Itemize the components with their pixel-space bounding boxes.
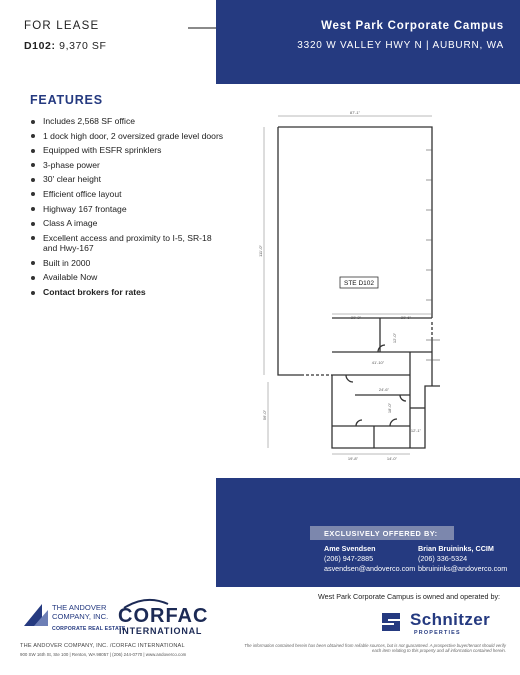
dim-small-a: 12'-1" (410, 428, 422, 433)
feature-item: Excellent access and proximity to I-5, SR-18 and Hwy-167 (30, 233, 228, 254)
corfac-logo-sub: INTERNATIONAL (119, 626, 203, 636)
andover-triangle-logo (22, 602, 50, 628)
dim-office-b: 20'-6" (400, 315, 412, 320)
schnitzer-logo-name: Schnitzer (410, 610, 491, 629)
agent-card (324, 544, 415, 574)
dim-lower-left: 56'-0" (262, 409, 267, 421)
dim-bottom-a: 19'-8" (347, 456, 359, 461)
agent-phone[interactable]: (206) 336-5324 (418, 554, 468, 563)
listing-header (24, 20, 107, 52)
footer-address: 900 SW 16th St, Ste 100 | Renton, WA 98057 | (206) 244-0770 | www.andoverco.com (20, 652, 187, 657)
dim-top-width: 87'-1" (349, 110, 361, 115)
suite-id: D102: (24, 40, 56, 52)
schnitzer-logo-icon (378, 611, 404, 633)
feature-item: Class A image (30, 218, 228, 229)
agent-name: Brian Bruininks, CCIM (418, 544, 494, 553)
suite-label: STE D102 (344, 280, 374, 287)
campus-address: 3320 W VALLEY HWY N | AUBURN, WA (297, 40, 504, 51)
feature-item: 30' clear height (30, 174, 228, 185)
legal-disclaimer: The information contained herein has been obtained from reliable sources, but is not guaranteed. A prospective buyer/tenant should verify each item relating to this property and all information contained herein. (244, 643, 506, 654)
feature-item: Available Now (30, 272, 228, 283)
feature-item: 3-phase power (30, 160, 228, 171)
offered-by-label: EXCLUSIVELY OFFERED BY: (310, 526, 454, 540)
agent-phone[interactable]: (206) 947-2885 (324, 554, 374, 563)
andover-line1: THE ANDOVER (52, 603, 107, 612)
dim-corridor: 41'-10" (371, 360, 385, 365)
schnitzer-logo-sub: PROPERTIES (414, 630, 461, 636)
features-list (30, 116, 228, 302)
ownership-text: West Park Corporate Campus is owned and operated by: (318, 592, 501, 601)
dim-conference: 24'-6" (378, 387, 390, 392)
floor-plan (250, 90, 512, 464)
feature-item: 1 dock high door, 2 oversized grade level doors (30, 131, 228, 142)
dim-left-height: 111'-0" (258, 245, 263, 257)
feature-item: Highway 167 frontage (30, 204, 228, 215)
suite-size: 9,370 SF (59, 40, 107, 52)
feature-item: Built in 2000 (30, 258, 228, 269)
feature-item: Includes 2,568 SF office (30, 116, 228, 127)
andover-tagline: CORPORATE REAL ESTATE (52, 626, 126, 632)
feature-item-contact: Contact brokers for rates (30, 287, 228, 298)
agent-card (418, 544, 507, 574)
campus-title: West Park Corporate Campus (321, 20, 504, 32)
agent-name: Ame Svendsen (324, 544, 376, 553)
features-heading: FEATURES (30, 93, 103, 107)
agent-email[interactable]: bbruininks@andoverco.com (418, 564, 508, 573)
dim-office-a: 20'-3" (350, 315, 362, 320)
footer-company: THE ANDOVER COMPANY, INC. /CORFAC INTERNATIONAL (20, 643, 185, 649)
agent-email[interactable]: asvendsen@andoverco.com (324, 564, 416, 573)
dim-bottom-b: 14'-0" (386, 456, 398, 461)
dim-side-a: 18'-0" (387, 402, 392, 414)
andover-line2: COMPANY, INC. (52, 611, 109, 621)
suite-size-line (24, 40, 107, 52)
corfac-logo-name: CORFAC (118, 605, 209, 627)
feature-item: Equipped with ESFR sprinklers (30, 145, 228, 156)
header-band (216, 0, 520, 84)
dim-office-c: 12'-0" (392, 332, 397, 344)
lease-label: FOR LEASE (24, 20, 100, 32)
andover-logo-text (52, 604, 108, 621)
feature-item: Efficient office layout (30, 189, 228, 200)
